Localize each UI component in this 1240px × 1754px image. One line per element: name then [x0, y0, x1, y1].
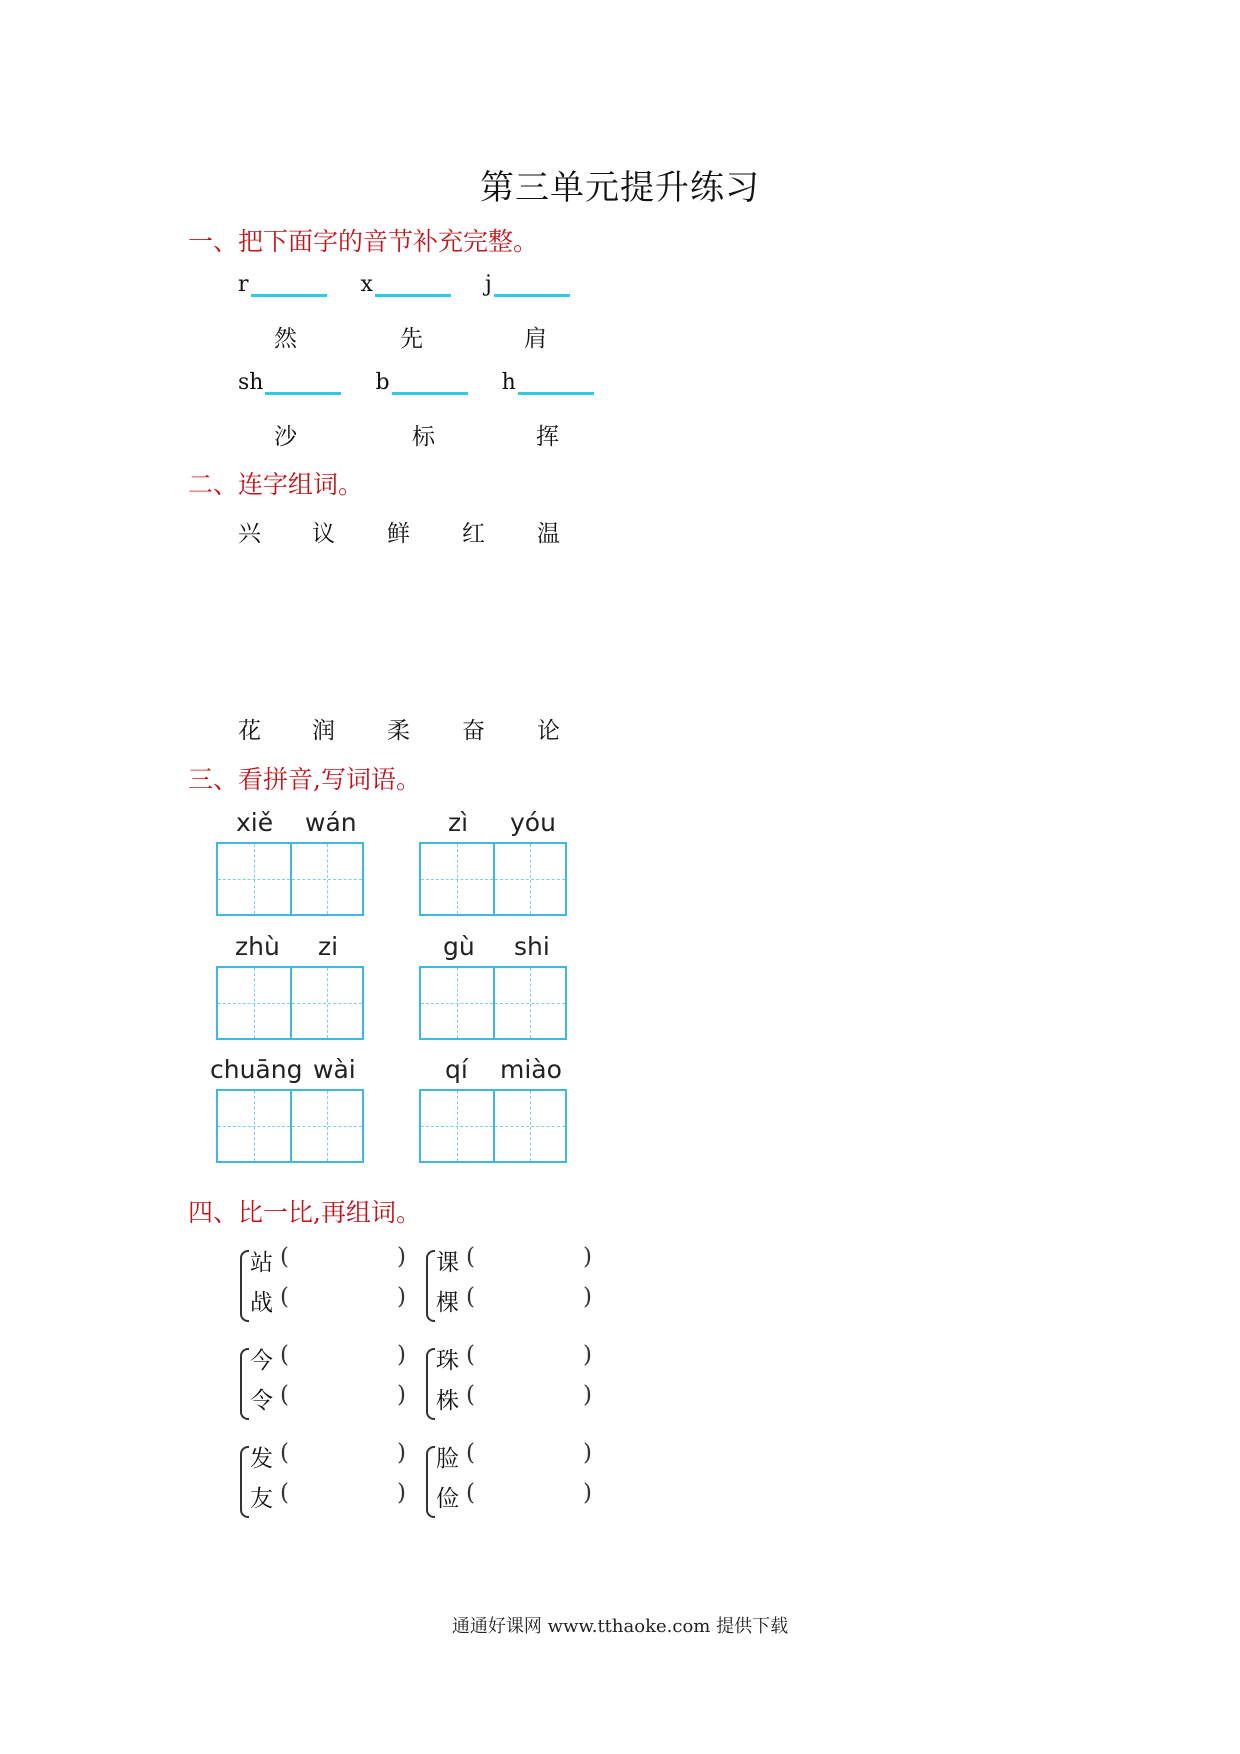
open-paren: ( — [280, 1284, 289, 1310]
answer-space[interactable] — [289, 1440, 397, 1473]
answer-blank[interactable] — [518, 372, 594, 395]
compare-line — [436, 1440, 592, 1473]
pinyin-label: xiě — [236, 808, 274, 837]
character: 挥 — [536, 424, 559, 450]
answer-space[interactable] — [475, 1284, 583, 1317]
close-paren: ) — [583, 1342, 592, 1368]
writing-grid[interactable] — [419, 1089, 567, 1163]
match-char[interactable]: 奋 — [462, 718, 485, 744]
compare-group — [236, 1440, 406, 1520]
pinyin-label: wài — [313, 1055, 356, 1084]
pinyin-label: yóu — [510, 808, 556, 837]
answer-space[interactable] — [289, 1244, 397, 1277]
pinyin-label: zhù — [235, 932, 280, 961]
answer-blank[interactable] — [392, 372, 468, 395]
compare-line — [250, 1284, 406, 1317]
writing-grid[interactable] — [419, 966, 567, 1040]
initial: r — [238, 272, 249, 297]
open-paren: ( — [466, 1480, 475, 1506]
compare-char: 俭 — [436, 1486, 459, 1512]
pinyin-label: zì — [448, 808, 469, 837]
compare-group — [422, 1440, 592, 1520]
compare-char: 课 — [436, 1250, 459, 1276]
compare-char: 脸 — [436, 1446, 459, 1472]
writing-grid[interactable] — [216, 842, 364, 916]
pinyin-blank-item — [502, 370, 594, 395]
initial: h — [501, 370, 516, 395]
match-char[interactable]: 温 — [537, 521, 560, 547]
initial: x — [360, 272, 373, 297]
compare-char: 令 — [250, 1388, 273, 1414]
compare-char: 发 — [250, 1446, 273, 1472]
section-3-heading: 三、看拼音,写词语。 — [188, 765, 421, 794]
answer-space[interactable] — [475, 1382, 583, 1415]
pinyin-label: shi — [514, 932, 550, 961]
initial: j — [484, 272, 492, 297]
close-paren: ) — [397, 1284, 406, 1310]
close-paren: ) — [397, 1244, 406, 1270]
compare-char: 友 — [250, 1486, 273, 1512]
character: 然 — [274, 326, 297, 352]
open-paren: ( — [280, 1244, 289, 1270]
answer-blank[interactable] — [494, 274, 570, 297]
open-paren: ( — [280, 1480, 289, 1506]
open-paren: ( — [466, 1440, 475, 1466]
compare-char: 株 — [436, 1388, 459, 1414]
match-char[interactable]: 柔 — [387, 718, 410, 744]
answer-space[interactable] — [289, 1480, 397, 1513]
match-top-row — [0, 515, 1240, 545]
open-paren: ( — [466, 1244, 475, 1270]
answer-blank[interactable] — [375, 274, 451, 297]
close-paren: ) — [397, 1440, 406, 1466]
compare-group — [236, 1244, 406, 1324]
character: 沙 — [274, 424, 297, 450]
compare-line — [436, 1342, 592, 1375]
pinyin-row-2 — [238, 370, 628, 395]
compare-group — [422, 1342, 592, 1422]
writing-grid[interactable] — [216, 966, 364, 1040]
match-bottom-row — [0, 712, 1240, 742]
open-paren: ( — [466, 1382, 475, 1408]
compare-line — [436, 1244, 592, 1277]
page-title: 第三单元提升练习 — [480, 168, 760, 208]
character: 先 — [400, 326, 423, 352]
section-1-heading: 一、把下面字的音节补充完整。 — [188, 227, 539, 256]
pinyin-blank-item — [375, 370, 467, 395]
pinyin-label: wán — [305, 808, 357, 837]
open-paren: ( — [466, 1342, 475, 1368]
answer-space[interactable] — [289, 1342, 397, 1375]
compare-line — [250, 1382, 406, 1415]
compare-group — [422, 1244, 592, 1324]
writing-grid[interactable] — [216, 1089, 364, 1163]
close-paren: ) — [397, 1342, 406, 1368]
answer-space[interactable] — [475, 1244, 583, 1277]
open-paren: ( — [280, 1342, 289, 1368]
pinyin-label: chuāng — [210, 1055, 303, 1084]
compare-line — [250, 1244, 406, 1277]
pinyin-blank-item — [238, 272, 327, 297]
pinyin-blank-item — [238, 370, 341, 395]
match-char[interactable]: 鲜 — [387, 521, 410, 547]
character: 标 — [412, 424, 435, 450]
pinyin-label: qí — [445, 1055, 468, 1084]
open-paren: ( — [280, 1382, 289, 1408]
pinyin-blank-item — [485, 272, 570, 297]
pinyin-label: zi — [318, 932, 339, 961]
character: 肩 — [524, 326, 547, 352]
compare-line — [436, 1382, 592, 1415]
compare-line — [436, 1480, 592, 1513]
answer-blank[interactable] — [265, 372, 341, 395]
close-paren: ) — [397, 1480, 406, 1506]
compare-line — [250, 1342, 406, 1375]
pinyin-label: gù — [443, 932, 475, 961]
close-paren: ) — [583, 1244, 592, 1270]
answer-space[interactable] — [475, 1440, 583, 1473]
open-paren: ( — [280, 1440, 289, 1466]
pinyin-row-1 — [238, 272, 604, 297]
compare-char: 站 — [250, 1250, 273, 1276]
compare-group — [236, 1342, 406, 1422]
match-char[interactable]: 论 — [537, 718, 560, 744]
match-char[interactable]: 花 — [238, 718, 261, 744]
close-paren: ) — [583, 1440, 592, 1466]
close-paren: ) — [583, 1382, 592, 1408]
initial: sh — [238, 370, 264, 395]
match-char[interactable]: 兴 — [238, 521, 261, 547]
initial: b — [375, 370, 390, 395]
answer-space[interactable] — [475, 1480, 583, 1513]
answer-space[interactable] — [289, 1284, 397, 1317]
writing-grid[interactable] — [419, 842, 567, 916]
answer-space[interactable] — [289, 1382, 397, 1415]
close-paren: ) — [397, 1382, 406, 1408]
compare-char: 棵 — [436, 1290, 459, 1316]
compare-line — [436, 1284, 592, 1317]
compare-char: 珠 — [436, 1348, 459, 1374]
compare-line — [250, 1480, 406, 1513]
pinyin-label: miào — [500, 1055, 562, 1084]
footer-credit: 通通好课网 www.tthaoke.com 提供下载 — [451, 1616, 789, 1637]
answer-blank[interactable] — [251, 274, 327, 297]
pinyin-blank-item — [361, 272, 451, 297]
close-paren: ) — [583, 1480, 592, 1506]
close-paren: ) — [583, 1284, 592, 1310]
compare-line — [250, 1440, 406, 1473]
match-char[interactable]: 红 — [462, 521, 485, 547]
section-2-heading: 二、连字组词。 — [188, 470, 364, 499]
compare-char: 战 — [250, 1290, 273, 1316]
match-char[interactable]: 议 — [312, 521, 335, 547]
answer-space[interactable] — [475, 1342, 583, 1375]
open-paren: ( — [466, 1284, 475, 1310]
section-4-heading: 四、比一比,再组词。 — [188, 1198, 421, 1227]
match-char[interactable]: 润 — [312, 718, 335, 744]
compare-char: 今 — [250, 1348, 273, 1374]
